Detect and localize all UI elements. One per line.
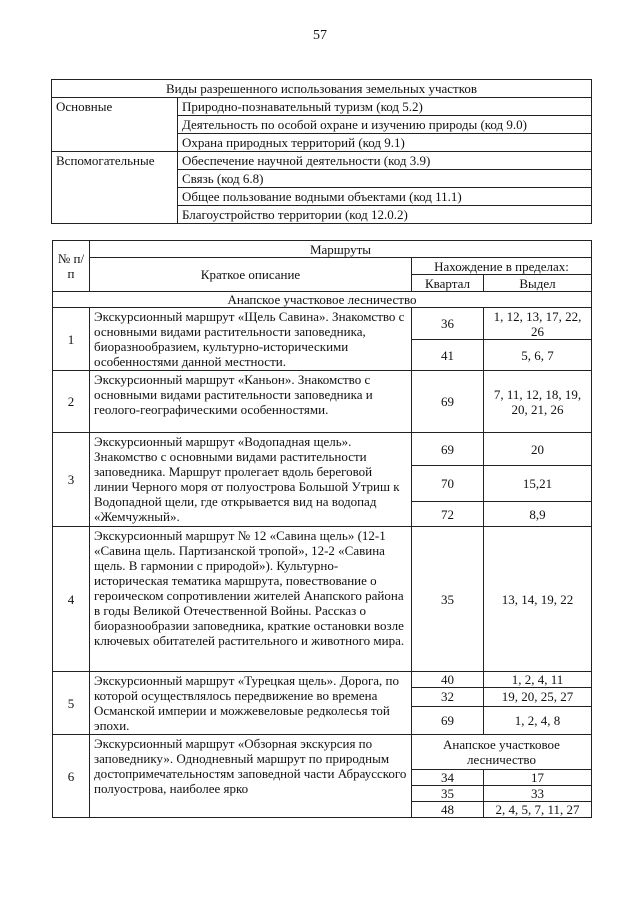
land-use-title: Виды разрешенного использования земельных участков	[52, 80, 592, 98]
row-subheader: Анапское участковое лесничество	[412, 735, 592, 770]
row-num: 5	[53, 672, 90, 735]
land-use-item: Обеспечение научной деятельности (код 3.9)	[178, 152, 592, 170]
land-use-item: Благоустройство территории (код 12.0.2)	[178, 206, 592, 224]
row-allotment: 2, 4, 5, 7, 11, 27	[484, 802, 592, 818]
row-quarter: 32	[412, 688, 484, 706]
land-use-item: Общее пользование водными объектами (код 11.1)	[178, 188, 592, 206]
row-allotment: 20	[484, 433, 592, 466]
row-quarter: 69	[412, 371, 484, 433]
row-allotment: 1, 2, 4, 11	[484, 672, 592, 688]
row-desc: Экскурсионный маршрут «Турецкая щель». Дорога, по которой осуществлялось передвижение во времена Османской империи и можжевеловые редколесья той эпохи.	[90, 672, 412, 735]
land-use-item: Охрана природных территорий (код 9.1)	[178, 134, 592, 152]
routes-table	[52, 240, 592, 818]
row-num: 6	[53, 735, 90, 818]
row-quarter: 69	[412, 433, 484, 466]
row-allotment: 7, 11, 12, 18, 19, 20, 21, 26	[484, 371, 592, 433]
row-allotment: 5, 6, 7	[484, 340, 592, 371]
land-use-table	[51, 79, 592, 224]
row-desc: Экскурсионный маршрут «Каньон». Знакомство с основными видами растительности заповедника и геолого-географическими особенностями.	[90, 371, 412, 433]
row-quarter: 35	[412, 527, 484, 672]
row-quarter: 72	[412, 502, 484, 527]
row-num: 1	[53, 308, 90, 371]
header-routes: Маршруты	[90, 241, 592, 258]
row-quarter: 40	[412, 672, 484, 688]
header-quarter: Квартал	[412, 275, 484, 292]
row-desc: Экскурсионный маршрут № 12 «Савина щель» (12-1 «Савина щель. Партизанской тропой», 12-2 «Савина щель. В гармонии с природой»). Культурно-историческая тематика маршрута, повествование о героическом сопротивлении жителей Анапского района в годы Великой Отечественной Войны. Рассказ о биоразнообразии заповедника, краткие остановки возле ключевых обитателей растительного и животного мира.	[90, 527, 412, 672]
header-num: № п/п	[53, 241, 90, 292]
row-allotment: 1, 2, 4, 8	[484, 706, 592, 734]
row-quarter: 35	[412, 786, 484, 802]
row-desc: Экскурсионный маршрут «Обзорная экскурсия по заповеднику». Однодневный маршрут по природным достопримечательностям заповедной части Абраусского полуострова, наиболее ярко	[90, 735, 412, 818]
row-allotment: 33	[484, 786, 592, 802]
row-allotment: 17	[484, 770, 592, 786]
header-desc: Краткое описание	[90, 258, 412, 292]
land-use-group-auxiliary: Вспомогательные	[52, 152, 178, 224]
land-use-item: Природно-познавательный туризм (код 5.2)	[178, 98, 592, 116]
row-allotment: 13, 14, 19, 22	[484, 527, 592, 672]
row-allotment: 15,21	[484, 466, 592, 502]
row-allotment: 8,9	[484, 502, 592, 527]
page-number: 57	[313, 28, 327, 43]
row-quarter: 41	[412, 340, 484, 371]
row-quarter: 70	[412, 466, 484, 502]
land-use-group-main: Основные	[52, 98, 178, 152]
row-desc: Экскурсионный маршрут «Водопадная щель». Знакомство с основными видами растительности заповедника. Маршрут пролегает вдоль береговой линии Черного моря от полуострова Большой Утриш к Водопадной щели, где открывается вид на водопад «Жемчужный».	[90, 433, 412, 527]
header-location: Нахождение в пределах:	[412, 258, 592, 275]
row-allotment: 19, 20, 25, 27	[484, 688, 592, 706]
row-desc: Экскурсионный маршрут «Щель Савина». Знакомство с основными видами растительности заповедника, биоразнообразием, культурно-историческими особенностями данной местности.	[90, 308, 412, 371]
row-allotment: 1, 12, 13, 17, 22, 26	[484, 308, 592, 340]
land-use-item: Деятельность по особой охране и изучению природы (код 9.0)	[178, 116, 592, 134]
row-num: 4	[53, 527, 90, 672]
row-quarter: 48	[412, 802, 484, 818]
row-quarter: 69	[412, 706, 484, 734]
land-use-item: Связь (код 6.8)	[178, 170, 592, 188]
section-title: Анапское участковое лесничество	[53, 292, 592, 308]
row-quarter: 36	[412, 308, 484, 340]
header-allotment: Выдел	[484, 275, 592, 292]
row-quarter: 34	[412, 770, 484, 786]
row-num: 3	[53, 433, 90, 527]
row-num: 2	[53, 371, 90, 433]
